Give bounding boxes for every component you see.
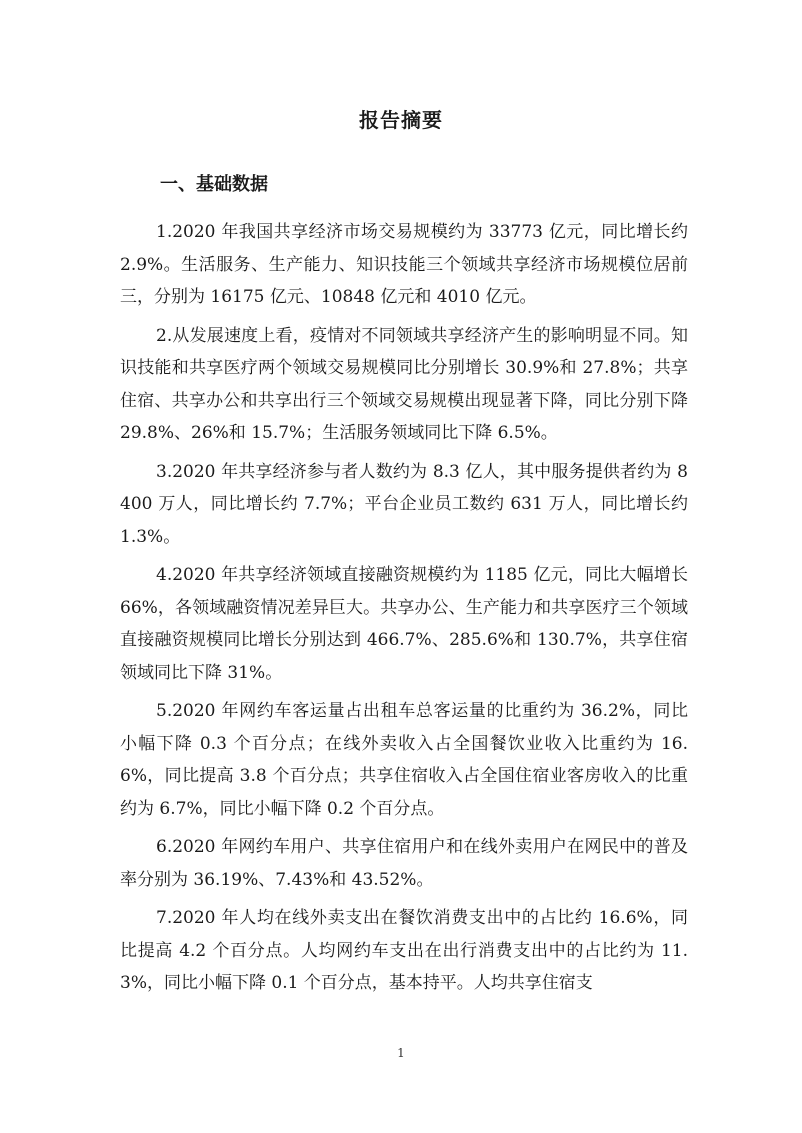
section-heading: 一、基础数据 [160, 174, 268, 195]
page-number: 1 [397, 1046, 405, 1060]
paragraph-4: 4.2020 年共享经济领域直接融资规模约为 1185 亿元，同比大幅增长 66%，各领域融资情况差异巨大。共享办公、生产能力和共享医疗三个领域直接融资规模同比增长分别达到 466.7%、285.6%和 130.7%，共享住宿领域同比下降 31%。 [120, 565, 688, 683]
document-body [120, 216, 688, 1006]
paragraph-3: 3.2020 年共享经济参与者人数约为 8.3 亿人，其中服务提供者约为 8400 万人，同比增长约 7.7%；平台企业员工数约 631 万人，同比增长约 1.3%。 [120, 461, 688, 547]
page-title: 报告摘要 [359, 108, 443, 132]
paragraph-7: 7.2020 年人均在线外卖支出在餐饮消费支出中的占比约 16.6%，同比提高 4.2 个百分点。人均网约车支出在出行消费支出中的占比约为 11.3%，同比小幅下降 0.1 个百分点，基本持平。人均共享住宿支 [120, 908, 688, 993]
paragraph-2: 2.从发展速度上看，疫情对不同领域共享经济产生的影响明显不同。知识技能和共享医疗两个领域交易规模同比分别增长 30.9%和 27.8%；共享住宿、共享办公和共享出行三个领域交易规模出现显著下降，同比分别下降 29.8%、26%和 15.7%；生活服务领域同比下降 6.5%。 [120, 325, 688, 443]
paragraph-6: 6.2020 年网约车用户、共享住宿用户和在线外卖用户在网民中的普及率分别为 36.19%、7.43%和 43.52%。 [120, 837, 688, 890]
paragraph-5: 5.2020 年网约车客运量占出租车总客运量的比重约为 36.2%，同比小幅下降 0.3 个百分点；在线外卖收入占全国餐饮业收入比重约为 16.6%，同比提高 3.8 个百分点；共享住宿收入占全国住宿业客房收入的比重约为 6.7%，同比小幅下降 0.2 个百分点。 [120, 701, 688, 819]
paragraph-1: 1.2020 年我国共享经济市场交易规模约为 33773 亿元，同比增长约 2.9%。生活服务、生产能力、知识技能三个领域共享经济市场规模位居前三，分别为 16175 亿元、10848 亿元和 4010 亿元。 [120, 222, 688, 307]
